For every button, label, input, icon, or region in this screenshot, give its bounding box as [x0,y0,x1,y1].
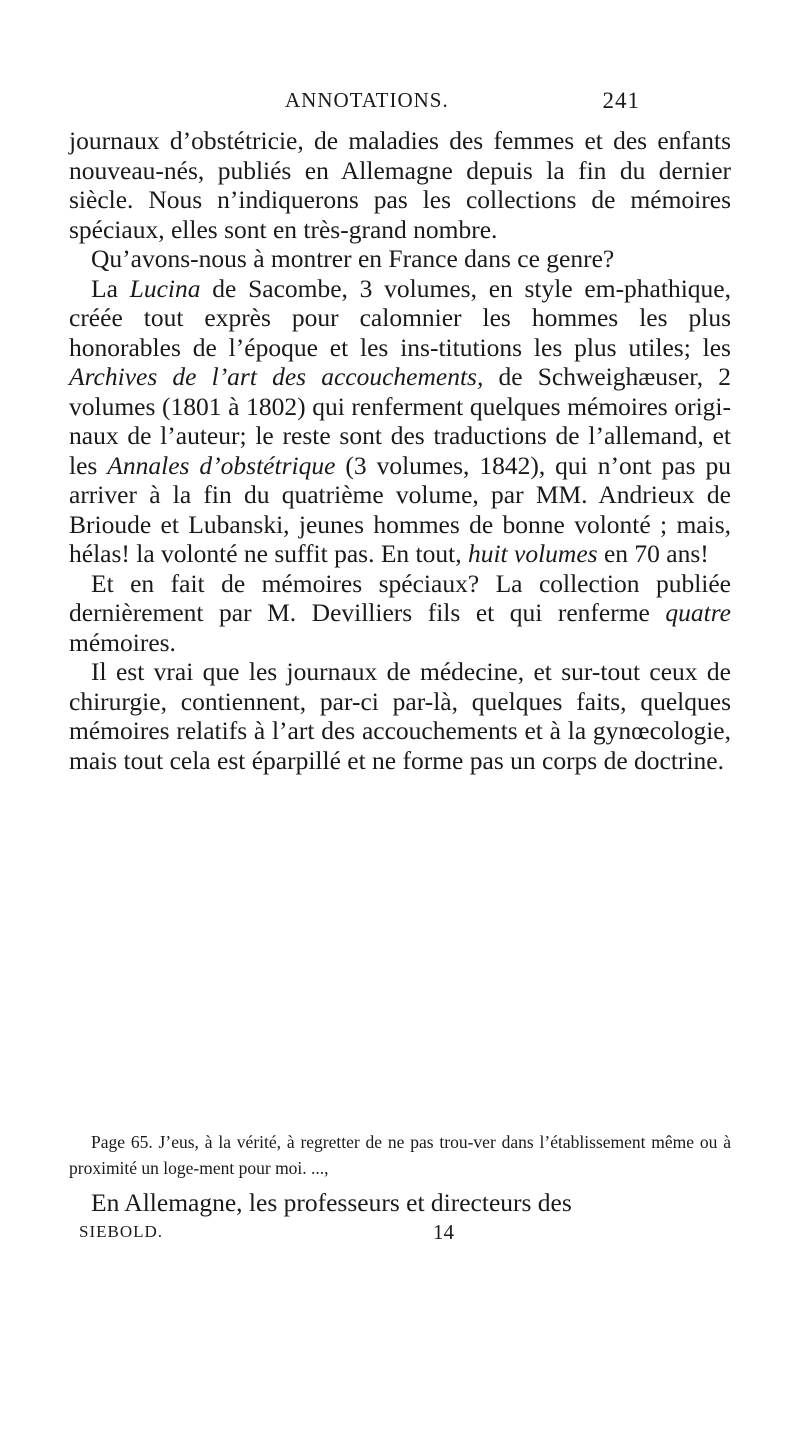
paragraph-3-text-e: de Schweighæuser, 2 volumes (1801 à 1802) qui renferment quelques mémoires origi-naux de l’auteur; le reste sont des traductions de l’allemand, et les [69,362,731,480]
paragraph-1 [69,126,731,244]
footnote-text: Page 65. J’eus, à la vérité, à regretter de ne pas trou-ver dans l’établissement même ou à proximité un loge-ment pour moi. ..., [69,1132,731,1178]
continuation-text [69,1188,731,1218]
paragraph-5-text: Il est vrai que les journaux de médecine, et sur-tout ceux de chirurgie, contiennent, par-ci par-là, quelques faits, quelques mémoires relatifs à l’art des accouchements et à la gynœcologie, mais tout cela est éparpillé et ne forme pas un corps de doctrine. [69,657,731,775]
paragraph-3-text-c: de Sacombe, 3 volumes, en style em-phathique, créée tout exprès pour calomnier les hommes les plus honorables de l’époque et les ins-titutions les plus utiles; les [69,273,731,362]
signature-mark: SIEBOLD. [79,1222,164,1241]
footnote [69,1129,731,1181]
title-lucina: Lucina [129,273,201,303]
paragraph-2-text: Qu’avons-nous à montrer en France dans ce genre? [91,244,615,273]
paragraph-4 [69,569,731,658]
running-header [285,88,640,122]
paragraph-3-text-a: La [91,273,130,303]
emphasis-quatre: quatre [665,598,731,627]
main-text [69,126,731,775]
paragraph-3-text-i: en 70 ans! [597,539,709,568]
emphasis-huit-volumes: huit volumes [467,539,598,568]
paragraph-6: En Allemagne, les professeurs et directeurs des [91,1188,572,1217]
paragraph-1-text: journaux d’obstétricie, de maladies des femmes et des enfants nouveau-nés, publiés en Allemagne depuis la fin du dernier siècle. Nous n’indiquerons pas les collections de mémoires spéciaux, elles sont en très-grand nombre. [69,126,731,244]
title-archives: Archives de l’art des accouchements, [69,362,484,391]
page-number: 241 [602,88,640,113]
paragraph-3 [69,274,731,569]
title-annales: Annales d’obstétrique [107,450,336,480]
paragraph-2 [69,244,731,274]
paragraph-4-text-c: mémoires. [69,627,176,657]
page-footer [69,1220,731,1250]
paragraph-5 [69,657,731,775]
paragraph-4-text-a: Et en fait de mémoires spéciaux? La collection publiée dernièrement par M. Devilliers fils et qui renferme [69,568,731,627]
sheet-number: 14 [433,1220,454,1244]
header-title: ANNOTATIONS. [285,88,449,112]
paragraph-3-text-g: (3 volumes, 1842), qui n’ont pas pu arriver à la fin du quatrième volume, par MM. Andrieux de Brioude et Lubanski, jeunes hommes de bonne volonté ; mais, hélas! la volonté ne suffit pas. En tout, [69,450,731,568]
